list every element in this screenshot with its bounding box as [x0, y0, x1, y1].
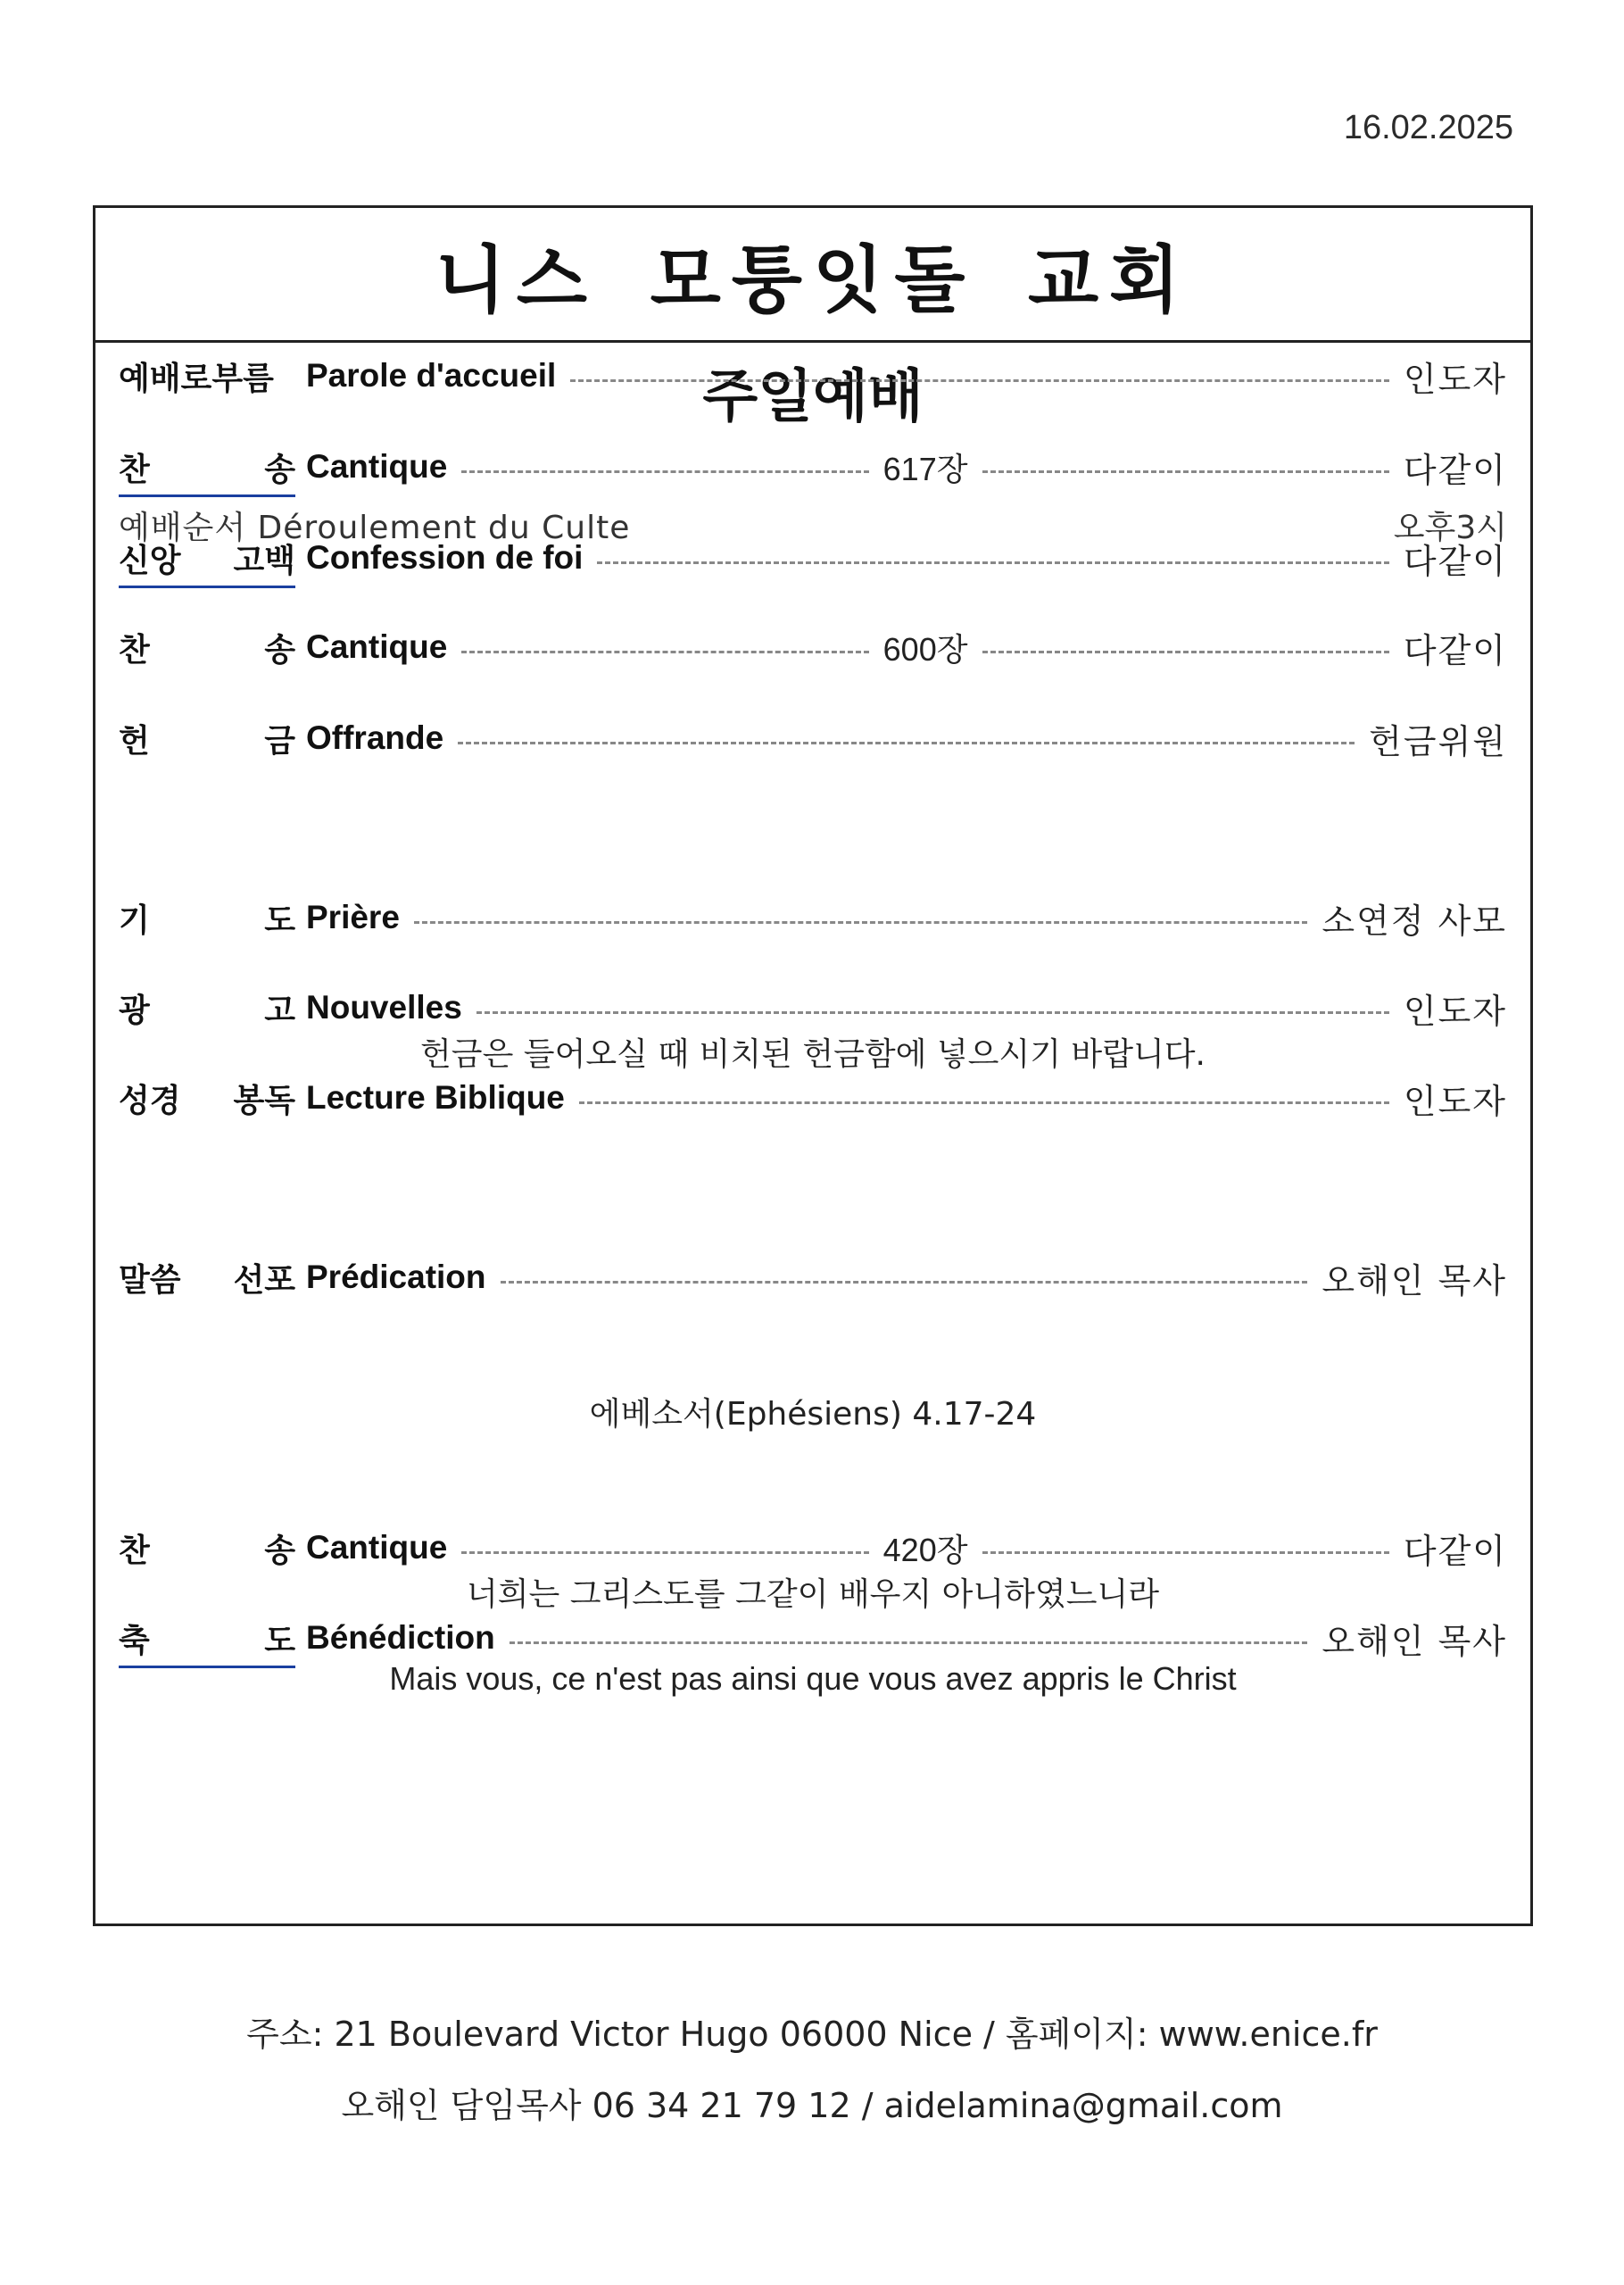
offering-note: 헌금은 들어오실 때 비치된 헌금함에 넣으시기 바랍니다.: [420, 1036, 1206, 1073]
order-item-leader: 다같이: [1403, 1531, 1507, 1571]
order-item-korean: [119, 716, 295, 761]
order-row: [119, 1611, 1507, 1665]
footer-contact: 오해인 담임목사 06 34 21 79 12 / aidelamina@gmail.com: [341, 2086, 1283, 2125]
order-item-leader: 인도자: [1403, 1081, 1507, 1121]
order-label: 예배순서 Déroulement du Culte: [119, 510, 631, 546]
order-item-korean-left: 신앙: [119, 542, 181, 579]
dotted-leader: [476, 1011, 1389, 1014]
order-item-korean-left: 광: [119, 992, 150, 1029]
order-row: [119, 620, 1507, 674]
verse-korean: 너희는 그리스도를 그같이 배우지 아니하였느니라: [466, 1576, 1160, 1613]
order-item-french: Prédication: [306, 1259, 486, 1295]
order-item-korean-right: 도: [264, 1622, 295, 1659]
order-row: [119, 891, 1507, 944]
order-item-french: Lecture Biblique: [306, 1079, 565, 1116]
order-item-leader: 헌금위원: [1369, 721, 1507, 761]
dotted-leader: [597, 561, 1388, 564]
dotted-leader: [982, 1551, 1389, 1554]
order-item-korean-right: 송: [264, 631, 295, 669]
bulletin-frame: [93, 205, 1533, 1926]
order-row: [119, 1521, 1507, 1575]
dotted-leader: [461, 651, 868, 653]
order-row: [119, 349, 1507, 403]
dotted-leader: [458, 742, 1355, 744]
dotted-leader: [501, 1281, 1308, 1284]
order-item-french: Cantique: [306, 448, 448, 485]
order-item-french: Parole d'accueil: [306, 357, 557, 394]
order-item-leader: 다같이: [1403, 541, 1507, 581]
order-item-leader: 다같이: [1403, 450, 1507, 490]
order-item-french: Prière: [306, 899, 400, 935]
dotted-leader: [570, 379, 1389, 382]
order-item-french: Nouvelles: [306, 989, 462, 1026]
order-row: [119, 1251, 1507, 1304]
verse-french: Mais vous, ce n'est pas ainsi que vous avez appris le Christ: [389, 1660, 1237, 1697]
order-row: [119, 440, 1507, 494]
order-row: [119, 1071, 1507, 1125]
order-item-leader: 오해인 목사: [1322, 1260, 1507, 1300]
order-item-french: Bénédiction: [306, 1619, 495, 1656]
order-item-korean: [119, 1255, 295, 1300]
dotted-leader: [510, 1641, 1308, 1644]
dotted-leader: [982, 470, 1389, 473]
dotted-leader: [461, 1551, 868, 1554]
order-item-korean-left: 예배로부름: [119, 360, 274, 397]
order-item-korean: [119, 625, 295, 670]
order-row: [119, 531, 1507, 585]
order-item-leader: 다같이: [1403, 630, 1507, 670]
hymn-number: 617장: [882, 450, 968, 487]
order-item-korean-right: 도: [264, 902, 295, 939]
order-item-korean: [119, 895, 295, 941]
hymn-number: 600장: [882, 630, 968, 668]
dotted-leader: [579, 1101, 1389, 1104]
service-time: 오후3시: [1393, 510, 1507, 546]
order-item-french: Cantique: [306, 1529, 448, 1566]
order-item-korean-right: 송: [264, 451, 295, 488]
service-title: 주일예배: [702, 364, 924, 430]
order-item-korean: [119, 1076, 295, 1121]
order-item-korean-right: 송: [264, 1532, 295, 1569]
order-item-korean-right: 봉독: [233, 1082, 295, 1119]
order-item-korean-left: 찬: [119, 1532, 150, 1569]
title-box: [95, 208, 1530, 343]
order-item-korean-left: 찬: [119, 631, 150, 669]
order-item-korean-left: 성경: [119, 1082, 181, 1119]
order-item-korean: [119, 985, 295, 1031]
order-item-korean: [119, 1525, 295, 1571]
order-item-french: Cantique: [306, 628, 448, 665]
order-item-korean-left: 찬: [119, 451, 150, 488]
church-name: 니스 모퉁잇돌 교회: [435, 237, 1191, 323]
order-item-korean: [119, 536, 295, 581]
bulletin-date: 16.02.2025: [1343, 109, 1513, 146]
order-item-korean-left: 말씀: [119, 1261, 181, 1299]
order-item-korean-left: 축: [119, 1622, 150, 1659]
order-item-korean-left: 헌: [119, 722, 150, 760]
order-item-korean-right: 선포: [233, 1261, 295, 1299]
order-item-leader: 인도자: [1403, 991, 1507, 1031]
order-item-korean: [119, 1616, 295, 1661]
order-item-french: Offrande: [306, 719, 444, 756]
order-item-korean: [119, 353, 295, 399]
hymn-number: 420장: [882, 1531, 968, 1568]
order-item-leader: 인도자: [1403, 359, 1507, 399]
dotted-leader: [982, 651, 1389, 653]
order-item-korean-left: 기: [119, 902, 150, 939]
order-item-korean-right: 고: [264, 992, 295, 1029]
order-item-leader: 소연정 사모: [1322, 901, 1507, 941]
order-row: [119, 981, 1507, 1034]
order-item-french: Confession de foi: [306, 539, 584, 576]
order-item-leader: 오해인 목사: [1322, 1621, 1507, 1661]
order-item-korean-right: 금: [264, 722, 295, 760]
scripture-ref: 에베소서(Ephésiens) 4.17-24: [589, 1396, 1037, 1433]
dotted-leader: [414, 921, 1307, 924]
order-item-korean-right: 고백: [233, 542, 295, 579]
dotted-leader: [461, 470, 868, 473]
order-item-korean: [119, 445, 295, 490]
order-row: [119, 711, 1507, 765]
footer-address: 주소: 21 Boulevard Victor Hugo 06000 Nice / 홈페이지: www.enice.fr: [246, 2015, 1378, 2054]
